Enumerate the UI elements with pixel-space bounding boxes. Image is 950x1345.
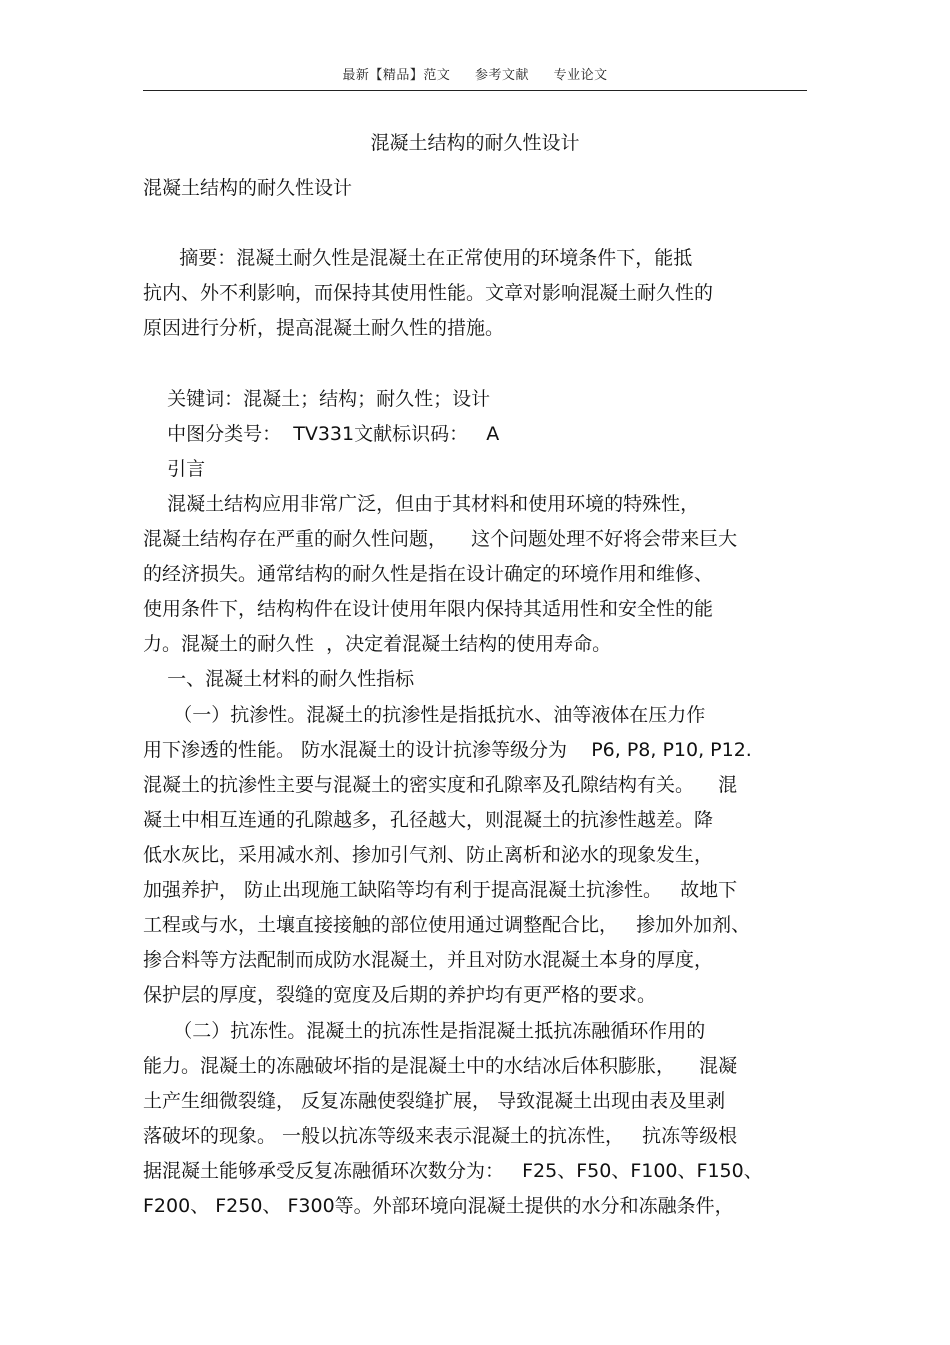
body-line: 使用条件下，结构构件在设计使用年限内保持其适用性和安全性的能: [143, 598, 714, 620]
body-line: 凝土中相互连通的孔隙越多，孔径越大，则混凝土的抗渗性越差。降: [143, 809, 714, 831]
body-line: 低水灰比，采用减水剂、掺加引气剂、防止离析和泌水的现象发生，: [143, 844, 714, 866]
body-line: 关键词：混凝土；结构；耐久性；设计: [143, 388, 491, 410]
body-line: 混凝土的抗渗性主要与混凝土的密实度和孔隙率及孔隙结构有关。 混: [143, 774, 738, 796]
body-line: 加强养护， 防止出现施工缺陷等均有利于提高混凝土抗渗性。 故地下: [143, 879, 738, 901]
body-line: 用下渗透的性能。 防水混凝土的设计抗渗等级分为 P6, P8, P10, P12.: [143, 739, 752, 761]
header-item-references: 参考文献: [474, 68, 529, 83]
body-line: 中图分类号： TV331文献标识码： A: [143, 423, 500, 445]
body-line: 的经济损失。通常结构的耐久性是指在设计确定的环境作用和维修、: [143, 563, 714, 585]
body-line: 能力。混凝土的冻融破坏指的是混凝土中的水结冰后体积膨胀， 混凝: [143, 1055, 738, 1077]
body-line: F200、 F250、 F300等。外部环境向混凝土提供的水分和冻融条件，: [143, 1195, 734, 1217]
body-line: （一）抗渗性。混凝土的抗渗性是指抵抗水、油等液体在压力作: [143, 704, 706, 726]
body-line: 混凝土结构的耐久性设计: [143, 177, 353, 199]
header-item-professional-papers: 专业论文: [553, 68, 608, 83]
body-line: （二）抗冻性。混凝土的抗冻性是指混凝土抵抗冻融循环作用的: [143, 1020, 706, 1042]
body-line: 抗内、外不利影响，而保持其使用性能。文章对影响混凝土耐久性的: [143, 282, 714, 304]
body-line: 落破坏的现象。 一般以抗冻等级来表示混凝土的抗冻性， 抗冻等级根: [143, 1125, 738, 1147]
body-line: 混凝土结构应用非常广泛，但由于其材料和使用环境的特殊性，: [143, 493, 700, 515]
header-divider: [143, 90, 807, 91]
body-line: 掺合料等方法配制而成防水混凝土，并且对防水混凝土本身的厚度，: [143, 949, 714, 971]
body-line: 土产生细微裂缝， 反复冻融使裂缝扩展， 导致混凝土出现由表及里剥: [143, 1090, 726, 1112]
header-item-model-essays: 最新【精品】范文: [342, 68, 451, 83]
body-line: 摘要：混凝土耐久性是混凝土在正常使用的环境条件下，能抵: [143, 247, 693, 269]
body-line: 原因进行分析，提高混凝土耐久性的措施。: [143, 317, 505, 339]
body-line: 工程或与水，土壤直接接触的部位使用通过调整配合比， 掺加外加剂、: [143, 914, 751, 936]
body-line: 一、混凝土材料的耐久性指标: [143, 668, 415, 690]
document-title: 混凝土结构的耐久性设计: [370, 132, 580, 154]
page-header: [143, 64, 807, 83]
body-line: 保护层的厚度，裂缝的宽度及后期的养护均有更严格的要求。: [143, 984, 657, 1006]
body-line: 引言: [143, 458, 206, 480]
body-line: 力。混凝土的耐久性 ，决定着混凝土结构的使用寿命。: [143, 633, 612, 655]
body-line: 混凝土结构存在严重的耐久性问题， 这个问题处理不好将会带来巨大: [143, 528, 738, 550]
body-line: 据混凝土能够承受反复冻融循环次数分为： F25、F50、F100、F150、: [143, 1160, 763, 1182]
